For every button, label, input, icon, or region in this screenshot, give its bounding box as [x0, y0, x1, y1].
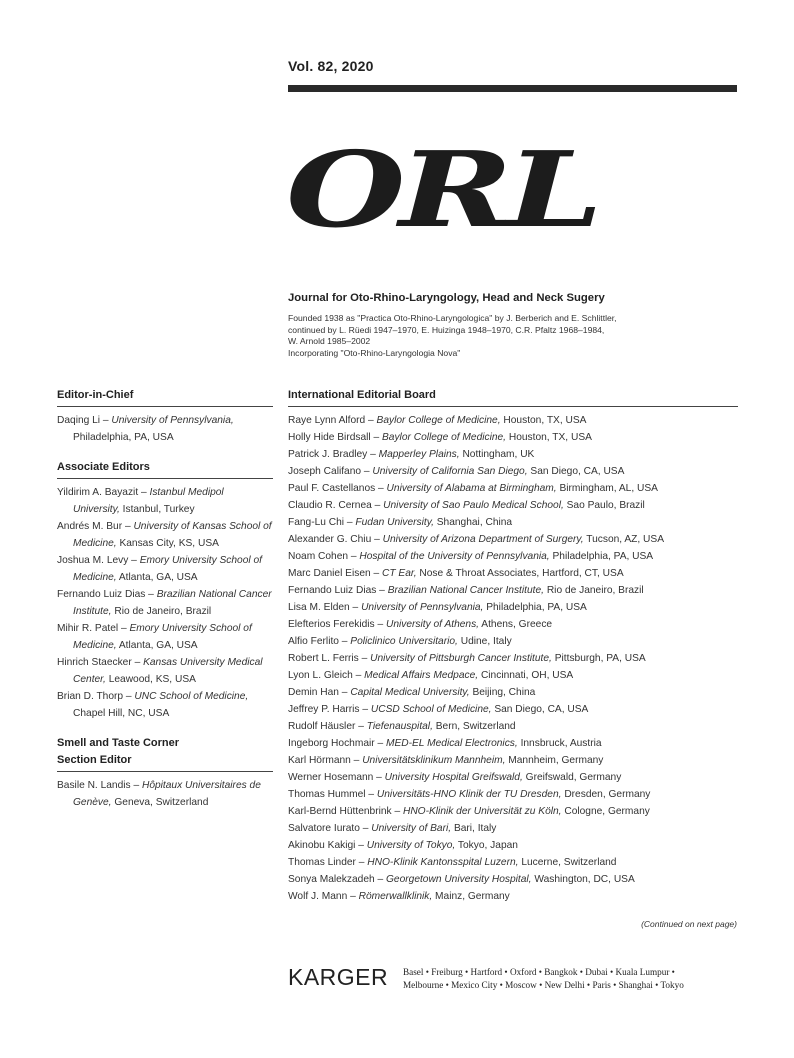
editor-name: Fernando Luiz Dias –: [57, 589, 154, 600]
member-name: Fang-Lu Chi –: [288, 517, 353, 528]
member-location: Cologne, Germany: [564, 806, 650, 817]
member-name: Alexander G. Chiu –: [288, 534, 380, 545]
member-name: Demin Han –: [288, 687, 348, 698]
member-name: Ingeborg Hochmair –: [288, 738, 384, 749]
board-entry: [288, 701, 738, 718]
editor-institution: Istanbul Medipol University,: [73, 487, 224, 515]
member-name: Holly Hide Birdsall –: [288, 432, 380, 443]
journal-title: Journal for Oto-Rhino-Laryngology, Head and Neck Sugery: [288, 292, 605, 304]
board-entry: [288, 820, 738, 837]
section-rule: [57, 771, 273, 772]
member-location: Dresden, Germany: [564, 789, 651, 800]
member-institution: University Hospital Greifswald,: [384, 772, 523, 783]
member-location: Pittsburgh, PA, USA: [554, 653, 646, 664]
editor-location: Atlanta, GA, USA: [118, 572, 198, 583]
board-entry: [288, 429, 738, 446]
board-entry: [288, 633, 738, 650]
member-institution: University of Athens,: [385, 619, 480, 630]
member-name: Marc Daniel Eisen –: [288, 568, 380, 579]
editor-name: Andrés M. Bur –: [57, 521, 131, 532]
associate-editor-entry: [57, 518, 273, 552]
member-location: Washington, DC, USA: [534, 874, 635, 885]
member-location: San Diego, CA, USA: [530, 466, 625, 477]
member-name: Paul F. Castellanos –: [288, 483, 384, 494]
editor-location: Atlanta, GA, USA: [118, 640, 198, 651]
editor-entry: [57, 412, 273, 446]
board-entry: [288, 514, 738, 531]
board-entry: [288, 888, 738, 905]
editor-institution: Hôpitaux Universitaires de Genève,: [73, 780, 261, 808]
member-name: Thomas Hummel –: [288, 789, 375, 800]
board-entry: [288, 446, 738, 463]
editor-location: Rio de Janeiro, Brazil: [114, 606, 212, 617]
editor-name: Mihir R. Patel –: [57, 623, 127, 634]
member-institution: Tiefenauspital,: [366, 721, 433, 732]
publisher-cities: [403, 966, 743, 991]
associate-editors-heading: Associate Editors: [57, 461, 150, 473]
editor-name: Hinrich Staecker –: [57, 657, 141, 668]
continued-note: (Continued on next page): [641, 919, 737, 929]
member-location: Udine, Italy: [460, 636, 512, 647]
board-entry: [288, 531, 738, 548]
editor-location: Philadelphia, PA, USA: [73, 432, 174, 443]
member-institution: Mapperley Plains,: [378, 449, 460, 460]
board-entry: [288, 565, 738, 582]
member-institution: University of Pittsburgh Cancer Institute,: [370, 653, 552, 664]
member-location: Bari, Italy: [453, 823, 497, 834]
member-name: Wolf J. Mann –: [288, 891, 356, 902]
section-rule: [57, 478, 273, 479]
member-institution: HNO-Klinik Kantonsspital Luzern,: [367, 857, 519, 868]
board-entry: [288, 871, 738, 888]
editor-institution: Emory University School of Medicine,: [73, 555, 262, 583]
member-name: Sonya Malekzadeh –: [288, 874, 384, 885]
cities-line: Melbourne • Mexico City • Moscow • New Delhi • Paris • Shanghai • Tokyo: [403, 979, 684, 990]
editor-name: Joshua M. Levy –: [57, 555, 137, 566]
member-location: Beijing, China: [472, 687, 536, 698]
header-rule: [288, 85, 737, 92]
editor-institution: University of Pennsylvania,: [111, 415, 234, 426]
publisher-logo: KARGER: [288, 964, 389, 990]
editor-institution: Emory University School of Medicine,: [73, 623, 252, 651]
member-institution: University of California San Diego,: [372, 466, 528, 477]
history-line: continued by L. Rüedi 1947–1970, E. Huizinga 1948–1970, C.R. Pfaltz 1968–1984,: [288, 324, 605, 335]
board-entry: [288, 548, 738, 565]
member-name: Raye Lynn Alford –: [288, 415, 374, 426]
member-institution: Universitäts-HNO Klinik der TU Dresden,: [376, 789, 562, 800]
board-entry: [288, 837, 738, 854]
member-location: Bern, Switzerland: [435, 721, 516, 732]
board-entry: [288, 480, 738, 497]
member-institution: Fudan University,: [355, 517, 434, 528]
member-institution: Universitätsklinikum Mannheim,: [362, 755, 506, 766]
member-institution: Policlinico Universitario,: [350, 636, 458, 647]
editorial-board: [288, 387, 738, 905]
member-institution: Georgetown University Hospital,: [386, 874, 532, 885]
member-location: Philadelphia, PA, USA: [552, 551, 654, 562]
member-institution: Baylor College of Medicine,: [382, 432, 507, 443]
editor-institution: Kansas University Medical Center,: [73, 657, 263, 685]
editor-institution: University of Kansas School of Medicine,: [73, 521, 272, 549]
smell-taste-heading-line: Smell and Taste Corner: [57, 737, 180, 749]
member-location: Cincinnati, OH, USA: [480, 670, 574, 681]
member-location: Greifswald, Germany: [525, 772, 622, 783]
section-editor-entry: [57, 777, 273, 811]
member-institution: UCSD School of Medicine,: [370, 704, 492, 715]
member-location: Lucerne, Switzerland: [521, 857, 617, 868]
member-name: Patrick J. Bradley –: [288, 449, 376, 460]
editor-institution: UNC School of Medicine,: [134, 691, 249, 702]
editor-location: Kansas City, KS, USA: [119, 538, 219, 549]
member-name: Elefterios Ferekidis –: [288, 619, 384, 630]
cities-line: Basel • Freiburg • Hartford • Oxford • Bangkok • Dubai • Kuala Lumpur •: [403, 967, 675, 977]
member-location: Shanghai, China: [436, 517, 513, 528]
member-institution: Baylor College of Medicine,: [376, 415, 501, 426]
member-name: Akinobu Kakigi –: [288, 840, 364, 851]
member-institution: University of Arizona Department of Surgery,: [382, 534, 584, 545]
editor-location: Chapel Hill, NC, USA: [73, 708, 170, 719]
journal-logo: ORL: [286, 128, 597, 251]
board-entry: [288, 497, 738, 514]
member-institution: Capital Medical University,: [350, 687, 470, 698]
member-location: Houston, TX, USA: [508, 432, 592, 443]
member-institution: University of Sao Paulo Medical School,: [383, 500, 564, 511]
member-location: Rio de Janeiro, Brazil: [546, 585, 644, 596]
member-name: Robert L. Ferris –: [288, 653, 368, 664]
member-name: Noam Cohen –: [288, 551, 357, 562]
associate-editor-entry: [57, 654, 273, 688]
member-name: Werner Hosemann –: [288, 772, 382, 783]
board-entry: [288, 463, 738, 480]
member-name: Joseph Califano –: [288, 466, 370, 477]
member-institution: MED-EL Medical Electronics,: [385, 738, 518, 749]
board-entry: [288, 412, 738, 429]
member-name: Jeffrey P. Harris –: [288, 704, 369, 715]
board-entry: [288, 616, 738, 633]
board-entry: [288, 854, 738, 871]
member-location: Tucson, AZ, USA: [586, 534, 665, 545]
member-location: Sao Paulo, Brazil: [566, 500, 645, 511]
member-location: Philadelphia, PA, USA: [486, 602, 587, 613]
member-institution: University of Tokyo,: [366, 840, 456, 851]
section-rule: [288, 406, 738, 407]
member-location: Birmingham, AL, USA: [559, 483, 658, 494]
history-line: W. Arnold 1985–2002: [288, 336, 371, 346]
board-entry: [288, 769, 738, 786]
member-location: Houston, TX, USA: [503, 415, 587, 426]
member-name: Alfio Ferlito –: [288, 636, 348, 647]
member-institution: Römerwallklinik,: [358, 891, 433, 902]
member-institution: University of Pennsylvania,: [361, 602, 484, 613]
history-line: Incorporating "Oto-Rhino-Laryngologia Nova": [288, 347, 461, 358]
board-entry: [288, 667, 738, 684]
member-name: Lyon L. Gleich –: [288, 670, 362, 681]
board-entry: [288, 650, 738, 667]
smell-taste-heading-line: Section Editor: [57, 754, 132, 766]
section-rule: [57, 406, 273, 407]
member-name: Claudio R. Cernea –: [288, 500, 381, 511]
editor-name: Yildirim A. Bayazit –: [57, 487, 147, 498]
member-name: Lisa M. Elden –: [288, 602, 359, 613]
board-entry: [288, 718, 738, 735]
member-location: Mainz, Germany: [435, 891, 510, 902]
board-entry: [288, 786, 738, 803]
member-location: Nose & Throat Associates, Hartford, CT, USA: [419, 568, 624, 579]
member-location: Tokyo, Japan: [457, 840, 518, 851]
member-name: Rudolf Häusler –: [288, 721, 364, 732]
associate-editor-entry: [57, 552, 273, 586]
editor-name: Brian D. Thorp –: [57, 691, 132, 702]
associate-editor-entry: [57, 586, 273, 620]
associate-editor-entry: [57, 620, 273, 654]
member-location: Nottingham, UK: [462, 449, 535, 460]
member-institution: University of Bari,: [371, 823, 452, 834]
member-name: Karl Hörmann –: [288, 755, 360, 766]
editor-name: Basile N. Landis –: [57, 780, 140, 791]
member-name: Salvatore Iurato –: [288, 823, 369, 834]
board-entry: [288, 803, 738, 820]
member-name: Thomas Linder –: [288, 857, 365, 868]
left-column: [57, 387, 273, 811]
editor-in-chief-heading: Editor-in-Chief: [57, 389, 134, 401]
member-institution: Brazilian National Cancer Institute,: [387, 585, 544, 596]
member-name: Fernando Luiz Dias –: [288, 585, 385, 596]
board-entry: [288, 735, 738, 752]
editorial-board-heading: International Editorial Board: [288, 389, 436, 401]
editor-name: Daqing Li –: [57, 415, 109, 426]
history-line: Founded 1938 as "Practica Oto-Rhino-Laryngologica" by J. Berberich and E. Schlittler,: [288, 313, 617, 323]
member-institution: CT Ear,: [382, 568, 417, 579]
volume-label: Vol. 82, 2020: [288, 58, 374, 74]
editor-location: Istanbul, Turkey: [122, 504, 195, 515]
board-list: [288, 412, 738, 905]
member-location: Mannheim, Germany: [508, 755, 604, 766]
member-institution: University of Alabama at Birmingham,: [386, 483, 557, 494]
member-institution: Medical Affairs Medpace,: [364, 670, 479, 681]
board-entry: [288, 684, 738, 701]
editor-location: Leawood, KS, USA: [108, 674, 196, 685]
smell-taste-heading: [57, 735, 273, 769]
board-entry: [288, 599, 738, 616]
journal-history: [288, 313, 738, 359]
associate-editor-entry: [57, 688, 273, 722]
member-location: Innsbruck, Austria: [520, 738, 602, 749]
member-institution: HNO-Klinik der Universität zu Köln,: [402, 806, 562, 817]
member-location: Athens, Greece: [481, 619, 553, 630]
editor-location: Geneva, Switzerland: [114, 797, 209, 808]
member-institution: Hospital of the University of Pennsylvania,: [359, 551, 550, 562]
member-location: San Diego, CA, USA: [494, 704, 589, 715]
editor-institution: Brazilian National Cancer Institute,: [73, 589, 272, 617]
board-entry: [288, 752, 738, 769]
member-name: Karl-Bernd Hüttenbrink –: [288, 806, 401, 817]
associate-editor-entry: [57, 484, 273, 518]
board-entry: [288, 582, 738, 599]
